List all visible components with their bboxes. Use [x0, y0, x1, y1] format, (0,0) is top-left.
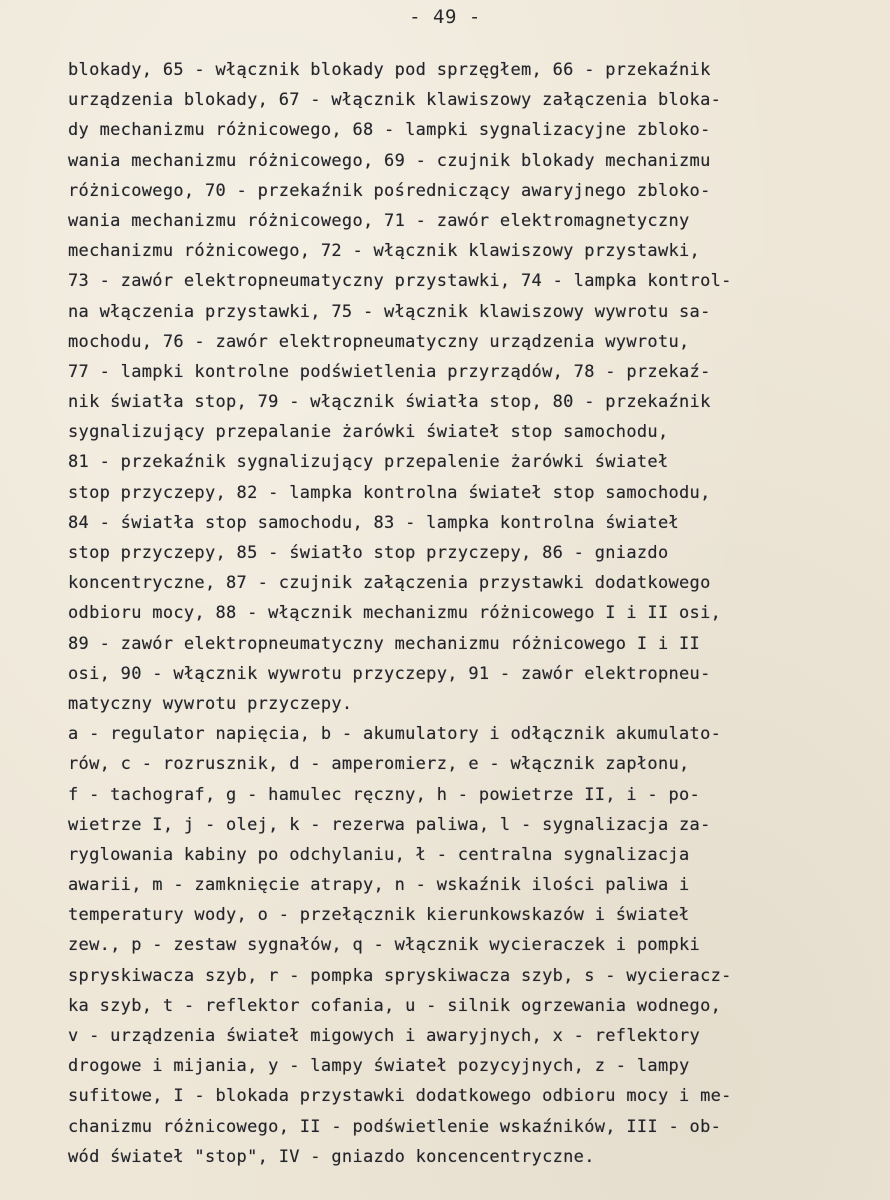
- text-line: rów, c - rozrusznik, d - amperomierz, e - włącznik zapłonu,: [68, 754, 690, 775]
- text-line: drogowe i mijania, y - lampy świateł pozycyjnych, z - lampy: [68, 1056, 690, 1077]
- text-line: f - tachograf, g - hamulec ręczny, h - powietrze II, i - po-: [68, 784, 701, 805]
- page-number: - 49 -: [409, 6, 481, 28]
- text-line: różnicowego, 70 - przekaźnik pośredniczący awaryjnego zbloko-: [68, 180, 711, 201]
- text-line: dy mechanizmu różnicowego, 68 - lampki sygnalizacyjne zbloko-: [68, 120, 711, 141]
- text-line: sygnalizujący przepalanie żarówki świateł stop samochodu,: [68, 422, 669, 443]
- text-line: sufitowe, I - blokada przystawki dodatkowego odbioru mocy i me-: [68, 1086, 732, 1107]
- text-line: ka szyb, t - reflektor cofania, u - silnik ogrzewania wodnego,: [68, 995, 722, 1016]
- text-line: wania mechanizmu różnicowego, 69 - czujnik blokady mechanizmu: [68, 150, 711, 171]
- text-line: stop przyczepy, 85 - światło stop przyczepy, 86 - gniazdo: [68, 543, 669, 563]
- text-line: 84 - światła stop samochodu, 83 - lampka kontrolna świateł: [68, 512, 680, 533]
- text-line: zew., p - zestaw sygnałów, q - włącznik wycieraczek i pompki: [68, 935, 701, 956]
- text-line: mochodu, 76 - zawór elektropneumatyczny urządzenia wywrotu,: [68, 331, 690, 352]
- text-line: matyczny wywrotu przyczepy.: [68, 693, 353, 714]
- text-line: osi, 90 - włącznik wywrotu przyczepy, 91 - zawór elektropneu-: [68, 663, 711, 684]
- text-line: awarii, m - zamknięcie atrapy, n - wskaźnik ilości paliwa i: [68, 875, 690, 896]
- text-line: na włączenia przystawki, 75 - włącznik klawiszowy wywrotu sa-: [68, 301, 711, 322]
- text-line: stop przyczepy, 82 - lampka kontrolna świateł stop samochodu,: [68, 482, 711, 503]
- text-line: mechanizmu różnicowego, 72 - włącznik klawiszowy przystawki,: [68, 241, 701, 262]
- text-line: 77 - lampki kontrolne podświetlenia przyrządów, 78 - przekaź-: [68, 361, 711, 382]
- text-line: wód świateł "stop", IV - gniazdo koncencentryczne.: [68, 1146, 595, 1167]
- text-line: koncentryczne, 87 - czujnik załączenia przystawki dodatkowego: [68, 573, 711, 594]
- text-line: 89 - zawór elektropneumatyczny mechanizmu różnicowego I i II: [68, 633, 701, 654]
- body-text: [68, 55, 858, 1172]
- text-line: blokady, 65 - włącznik blokady pod sprzęgłem, 66 - przekaźnik: [68, 60, 711, 80]
- text-line: odbioru mocy, 88 - włącznik mechanizmu różnicowego I i II osi,: [68, 603, 722, 624]
- text-line: 73 - zawór elektropneumatyczny przystawki, 74 - lampka kontrol-: [68, 271, 732, 292]
- text-line: temperatury wody, o - przełącznik kierunkowskazów i świateł: [68, 905, 690, 926]
- text-line: wania mechanizmu różnicowego, 71 - zawór elektromagnetyczny: [68, 210, 690, 231]
- text-line: urządzenia blokady, 67 - włącznik klawiszowy załączenia bloka-: [68, 90, 722, 111]
- text-line: v - urządzenia świateł migowych i awaryjnych, x - reflektory: [68, 1026, 701, 1046]
- text-line: a - regulator napięcia, b - akumulatory i odłącznik akumulato-: [68, 724, 722, 745]
- text-line: ryglowania kabiny po odchylaniu, ł - centralna sygnalizacja: [68, 844, 690, 865]
- text-line: nik światła stop, 79 - włącznik światła stop, 80 - przekaźnik: [68, 392, 711, 413]
- text-line: spryskiwacza szyb, r - pompka spryskiwacza szyb, s - wycieracz-: [68, 965, 732, 986]
- text-line: wietrze I, j - olej, k - rezerwa paliwa, l - sygnalizacja za-: [68, 814, 711, 835]
- text-line: chanizmu różnicowego, II - podświetlenie wskaźników, III - ob-: [68, 1116, 722, 1137]
- text-line: 81 - przekaźnik sygnalizujący przepalenie żarówki świateł: [68, 452, 669, 473]
